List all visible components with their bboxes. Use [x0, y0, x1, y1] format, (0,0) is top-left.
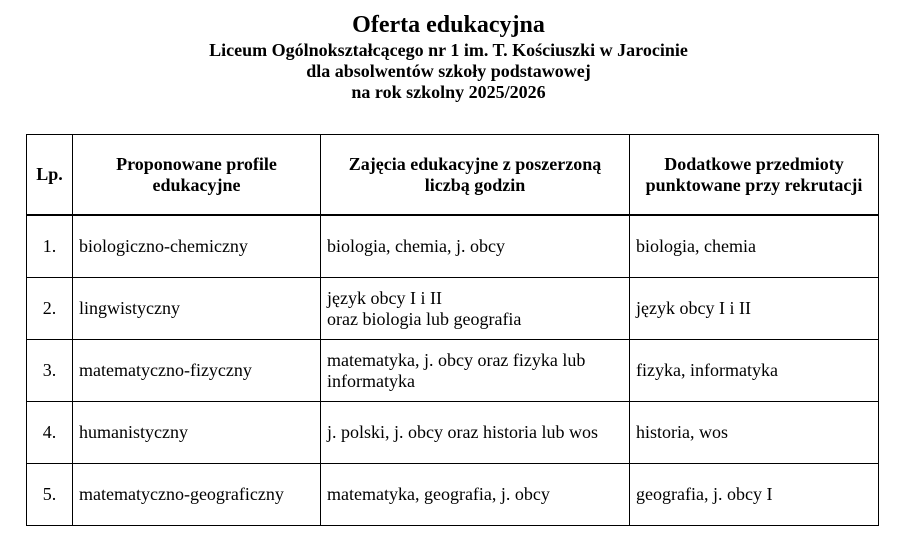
scored-subjects: język obcy I i II	[630, 278, 879, 340]
profile-name: lingwistyczny	[73, 278, 321, 340]
education-offer-table	[26, 134, 879, 526]
school-year-line: na rok szkolny 2025/2026	[351, 82, 546, 102]
extended-subjects: matematyka, j. obcy oraz fizyka lub informatyka	[321, 340, 630, 402]
scored-subjects: biologia, chemia	[630, 215, 879, 278]
table-row	[27, 278, 879, 340]
extended-subjects: język obcy I i II oraz biologia lub geografia	[321, 278, 630, 340]
column-header-extended-subjects: Zajęcia edukacyjne z poszerzoną liczbą godzin	[321, 135, 630, 216]
document-title: Oferta edukacyjna	[352, 12, 545, 38]
school-name: Liceum Ogólnokształcącego nr 1 im. T. Kościuszki w Jarocinie	[209, 40, 688, 60]
table-header-row	[27, 135, 879, 216]
extended-subjects: j. polski, j. obcy oraz historia lub wos	[321, 402, 630, 464]
table-row	[27, 340, 879, 402]
column-header-lp: Lp.	[27, 135, 73, 216]
table-row	[27, 402, 879, 464]
profile-name: matematyczno-fizyczny	[73, 340, 321, 402]
profile-name: matematyczno-geograficzny	[73, 464, 321, 526]
row-number: 4.	[27, 402, 73, 464]
profile-name: humanistyczny	[73, 402, 321, 464]
scored-subjects: geografia, j. obcy I	[630, 464, 879, 526]
scored-subjects: historia, wos	[630, 402, 879, 464]
row-number: 1.	[27, 215, 73, 278]
column-header-scored-subjects: Dodatkowe przedmioty punktowane przy rekrutacji	[630, 135, 879, 216]
row-number: 3.	[27, 340, 73, 402]
extended-subjects: matematyka, geografia, j. obcy	[321, 464, 630, 526]
row-number: 2.	[27, 278, 73, 340]
table-row	[27, 464, 879, 526]
profile-name: biologiczno-chemiczny	[73, 215, 321, 278]
table-row	[27, 215, 879, 278]
scored-subjects: fizyka, informatyka	[630, 340, 879, 402]
audience-line: dla absolwentów szkoły podstawowej	[306, 61, 591, 81]
extended-subjects: biologia, chemia, j. obcy	[321, 215, 630, 278]
column-header-profile: Proponowane profile edukacyjne	[73, 135, 321, 216]
document-header	[0, 10, 897, 103]
row-number: 5.	[27, 464, 73, 526]
